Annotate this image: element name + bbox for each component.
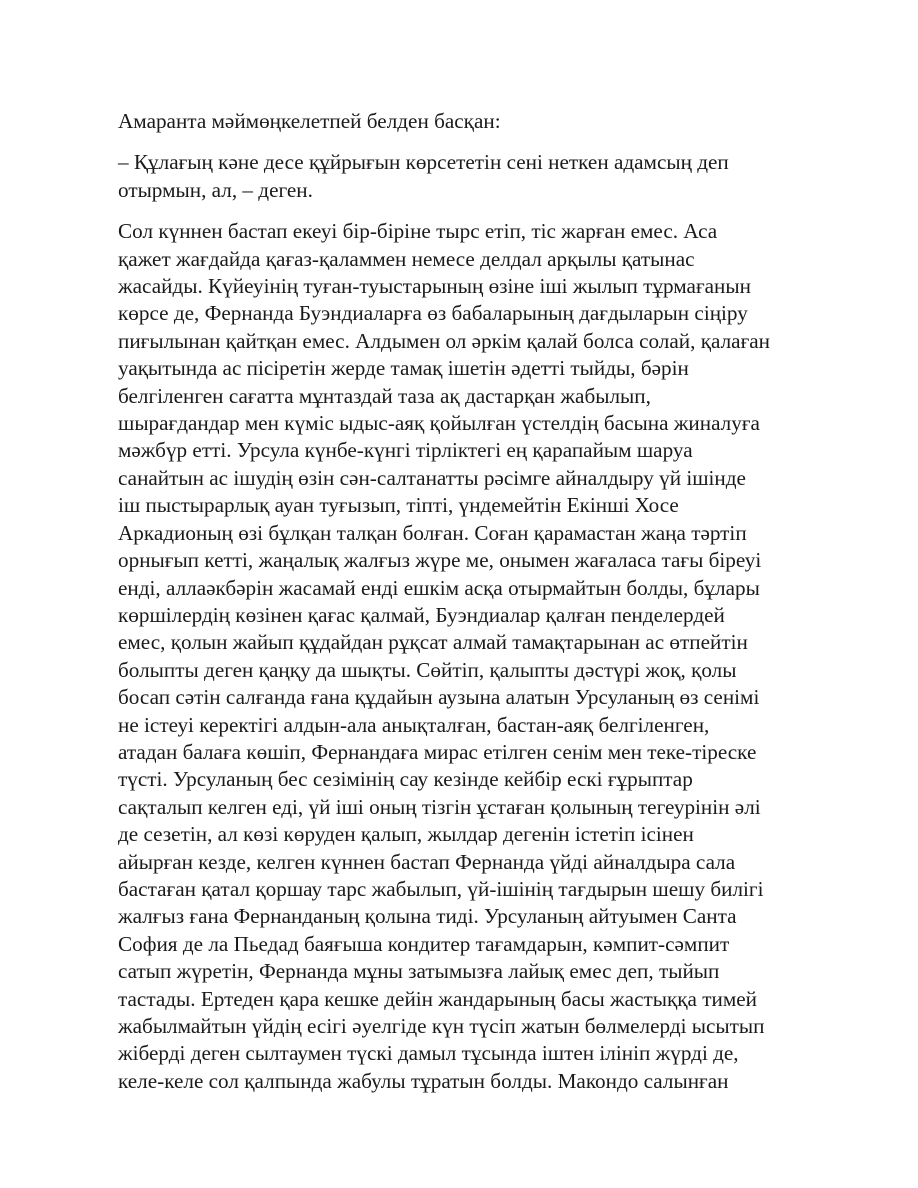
text-line: жасайды. Күйеуінің туған-туыстарының өзіне іші жылып тұрмағанын <box>118 274 751 299</box>
text-line: пиғылынан қайтқан емес. Алдымен ол әркім қалай болса солай, қалаған <box>118 328 771 353</box>
text-line: белгіленген сағатта мұнтаздай таза ақ дастарқан жабылып, <box>118 383 651 408</box>
text-line: көршілердің көзінен қағас қалмай, Буэндиалар қалған пенделердей <box>118 602 725 627</box>
text-line: жіберді деген сылтаумен түскі дамыл тұсында іштен ілініп жүрді де, <box>118 1041 739 1066</box>
text-line: келе-келе сол қалпында жабулы тұратын болды. Макондо салынған <box>118 1068 729 1093</box>
text-line: Сол күннен бастап екеуі бір-біріне тырс етіп, тіс жарған емес. Аса <box>118 219 718 244</box>
text-line: енді, аллаәкбәрін жасамай енді ешкім асқа отырмайтын болды, бұлары <box>118 575 760 600</box>
paragraph-intro <box>118 108 808 135</box>
document-page <box>118 108 808 1109</box>
text-line: мәжбүр етті. Урсула күнбе-күнгі тірліктегі ең қарапайым шаруа <box>118 438 693 463</box>
text-line: көрсе де, Фернанда Буэндиаларға өз бабаларының дағдыларын сіңіру <box>118 301 748 326</box>
text-line: Амаранта мәймөңкелетпей белден басқан: <box>118 109 501 133</box>
text-line: Аркадионың өзі бұлқан талқан болған. Соған қарамастан жаңа тәртіп <box>118 520 747 545</box>
text-line: атадан балаға көшіп, Фернандаға мирас етілген сенім мен теке-тіреске <box>118 739 757 764</box>
paragraph-body <box>118 218 808 1095</box>
text-line: қажет жағдайда қағаз-қаламмен немесе делдал арқылы қатынас <box>118 246 695 271</box>
text-line: уақытында ас пісіретін жерде тамақ ішетін әдетті тыйды, бәрін <box>118 356 689 381</box>
text-line: – Құлағың кәне десе құйрығын көрсететін сені неткен адамсың деп <box>118 150 729 175</box>
text-line: бастаған қатал қоршау тарс жабылып, үй-ішінің тағдырын шешу билігі <box>118 876 764 901</box>
text-line: не істеуі керектігі алдын-ала анықталған, бастан-аяқ белгіленген, <box>118 712 710 737</box>
text-line: жалғыз ғана Фернанданың қолына тиді. Урсуланың айтуымен Санта <box>118 904 737 929</box>
text-line: сатып жүретін, Фернанда мұны затымызға лайық емес деп, тыйып <box>118 959 720 984</box>
text-line: де сезетін, ал көзі көруден қалып, жылдар дегенін істетіп ісінен <box>118 822 694 847</box>
text-line: емес, қолын жайып құдайдан рұқсат алмай тамақтарынан ас өтпейтін <box>118 630 748 655</box>
text-line: болыпты деген қаңқу да шықты. Сөйтіп, қалыпты дәстүрі жоқ, қолы <box>118 657 737 682</box>
text-line: сақталып келген еді, үй іші оның тізгін ұстаған қолының тегеурінін әлі <box>118 794 761 819</box>
text-line: іш пыстырарлық ауан туғызып, тіпті, үндемейтін Екінші Хосе <box>118 493 679 518</box>
text-line: тастады. Ертеден қара кешке дейін жандарының басы жастыққа тимей <box>118 986 758 1011</box>
text-line: шырағдандар мен күміс ыдыс-аяқ қойылған үстелдің басына жиналуға <box>118 411 760 436</box>
text-line: отырмын, ал, – деген. <box>118 177 313 202</box>
text-line: босап сәтін салғанда ғана құдайын аузына алатын Урсуланың өз сенімі <box>118 685 760 710</box>
text-line: жабылмайтын үйдің есігі әуелгіде күн түсіп жатын бөлмелерді ысытып <box>118 1014 765 1038</box>
text-line: орнығып кетті, жаңалық жалғыз жүре ме, онымен жағаласа тағы біреуі <box>118 548 762 573</box>
text-line: айырған кезде, келген күннен бастап Фернанда үйді айналдыра сала <box>118 849 736 874</box>
paragraph-dialogue <box>118 149 808 204</box>
text-line: түсті. Урсуланың бес сезімінің сау кезінде кейбір ескі ғұрыптар <box>118 767 693 792</box>
text-line: санайтын ас ішудің өзін сән-салтанатты рәсімге айналдыру үй ішінде <box>118 465 746 490</box>
text-line: София де ла Пьедад баяғыша кондитер тағамдарын, кәмпит-сәмпит <box>118 931 730 956</box>
